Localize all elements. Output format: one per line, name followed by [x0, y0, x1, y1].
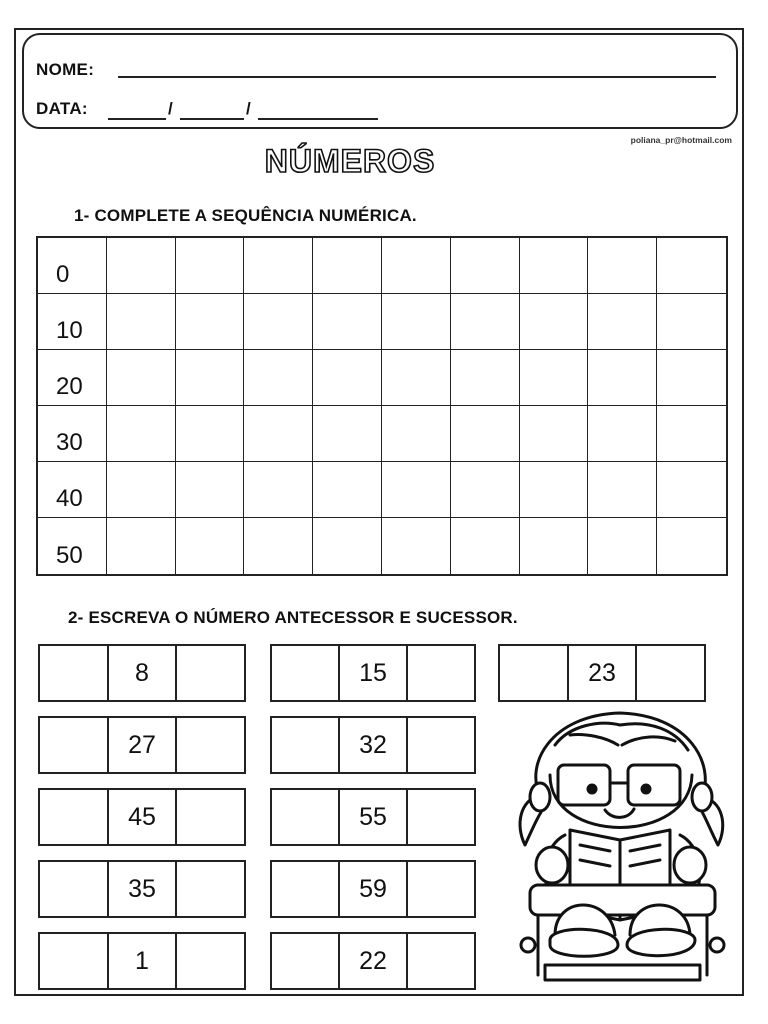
sequence-blank-cell[interactable]: [657, 462, 726, 518]
sequence-blank-cell[interactable]: [176, 238, 245, 294]
given-number: 22: [340, 934, 408, 988]
sequence-blank-cell[interactable]: [588, 406, 657, 462]
predecessor-box[interactable]: [40, 790, 109, 844]
sequence-blank-cell[interactable]: [176, 406, 245, 462]
predecessor-box[interactable]: [272, 862, 340, 916]
sequence-blank-cell[interactable]: [382, 406, 451, 462]
successor-box[interactable]: [177, 934, 244, 988]
given-number: 59: [340, 862, 408, 916]
sequence-blank-cell[interactable]: [313, 406, 382, 462]
sequence-blank-cell[interactable]: [588, 294, 657, 350]
sequence-blank-cell[interactable]: [520, 294, 589, 350]
exercise-1-heading: 1- COMPLETE A SEQUÊNCIA NUMÉRICA.: [74, 206, 417, 225]
successor-box[interactable]: [408, 646, 474, 700]
sequence-start-cell: 0: [38, 238, 107, 294]
page-title: NÚMEROS: [264, 143, 436, 179]
number-triple: [38, 788, 246, 846]
sequence-grid: [36, 236, 728, 576]
sequence-blank-cell[interactable]: [451, 462, 520, 518]
author-email: poliana_pr@hotmail.com: [630, 135, 732, 145]
given-number: 45: [109, 790, 178, 844]
date-label: DATA:: [36, 99, 88, 118]
sequence-blank-cell[interactable]: [244, 518, 313, 574]
sequence-blank-cell[interactable]: [244, 294, 313, 350]
successor-box[interactable]: [637, 646, 704, 700]
number-triple: [270, 932, 476, 990]
sequence-blank-cell[interactable]: [451, 518, 520, 574]
name-field[interactable]: [118, 62, 716, 78]
given-number: 8: [109, 646, 178, 700]
sequence-start-cell: 50: [38, 518, 107, 574]
sequence-blank-cell[interactable]: [313, 350, 382, 406]
sequence-blank-cell[interactable]: [382, 294, 451, 350]
given-number: 32: [340, 718, 408, 772]
successor-box[interactable]: [177, 718, 244, 772]
sequence-blank-cell[interactable]: [588, 518, 657, 574]
sequence-start-cell: 30: [38, 406, 107, 462]
given-number: 35: [109, 862, 178, 916]
sequence-blank-cell[interactable]: [313, 294, 382, 350]
sequence-blank-cell[interactable]: [382, 238, 451, 294]
number-triple: [38, 932, 246, 990]
number-triple: [38, 644, 246, 702]
successor-box[interactable]: [408, 718, 474, 772]
predecessor-box[interactable]: [40, 646, 109, 700]
sequence-start-cell: 10: [38, 294, 107, 350]
sequence-blank-cell[interactable]: [382, 462, 451, 518]
sequence-blank-cell[interactable]: [107, 518, 176, 574]
date-day-field[interactable]: [108, 104, 166, 120]
sequence-blank-cell[interactable]: [313, 238, 382, 294]
sequence-blank-cell[interactable]: [107, 406, 176, 462]
sequence-blank-cell[interactable]: [657, 294, 726, 350]
sequence-blank-cell[interactable]: [313, 518, 382, 574]
sequence-blank-cell[interactable]: [244, 350, 313, 406]
sequence-blank-cell[interactable]: [451, 238, 520, 294]
sequence-blank-cell[interactable]: [588, 462, 657, 518]
sequence-blank-cell[interactable]: [520, 518, 589, 574]
sequence-blank-cell[interactable]: [520, 406, 589, 462]
sequence-blank-cell[interactable]: [244, 462, 313, 518]
sequence-blank-cell[interactable]: [588, 350, 657, 406]
predecessor-box[interactable]: [500, 646, 569, 700]
sequence-blank-cell[interactable]: [176, 350, 245, 406]
given-number: 15: [340, 646, 408, 700]
number-triple: [38, 716, 246, 774]
girl-reading-book-icon: [510, 705, 735, 990]
sequence-start-cell: 20: [38, 350, 107, 406]
sequence-blank-cell[interactable]: [244, 406, 313, 462]
number-triple: [270, 788, 476, 846]
sequence-blank-cell[interactable]: [313, 462, 382, 518]
sequence-blank-cell[interactable]: [107, 350, 176, 406]
successor-box[interactable]: [408, 862, 474, 916]
sequence-blank-cell[interactable]: [520, 238, 589, 294]
successor-box[interactable]: [177, 790, 244, 844]
number-triple: [270, 716, 476, 774]
given-number: 23: [569, 646, 638, 700]
date-separator-2: /: [246, 99, 251, 118]
date-month-field[interactable]: [180, 104, 244, 120]
predecessor-box[interactable]: [40, 934, 109, 988]
sequence-blank-cell[interactable]: [657, 518, 726, 574]
number-triple: [270, 644, 476, 702]
predecessor-box[interactable]: [272, 646, 340, 700]
given-number: 27: [109, 718, 178, 772]
successor-box[interactable]: [408, 934, 474, 988]
sequence-blank-cell[interactable]: [451, 406, 520, 462]
successor-box[interactable]: [177, 862, 244, 916]
sequence-blank-cell[interactable]: [107, 462, 176, 518]
sequence-blank-cell[interactable]: [451, 294, 520, 350]
sequence-blank-cell[interactable]: [657, 350, 726, 406]
predecessor-box[interactable]: [272, 934, 340, 988]
name-label: NOME:: [36, 60, 95, 79]
successor-box[interactable]: [177, 646, 244, 700]
sequence-blank-cell[interactable]: [451, 350, 520, 406]
given-number: 55: [340, 790, 408, 844]
date-separator-1: /: [168, 99, 173, 118]
sequence-blank-cell[interactable]: [107, 238, 176, 294]
sequence-blank-cell[interactable]: [176, 294, 245, 350]
number-triple: [270, 860, 476, 918]
date-year-field[interactable]: [258, 104, 378, 120]
sequence-blank-cell[interactable]: [244, 238, 313, 294]
sequence-blank-cell[interactable]: [657, 406, 726, 462]
exercise-2-heading: 2- ESCREVA O NÚMERO ANTECESSOR E SUCESSOR.: [68, 608, 518, 627]
given-number: 1: [109, 934, 178, 988]
sequence-start-cell: 40: [38, 462, 107, 518]
predecessor-box[interactable]: [40, 862, 109, 916]
sequence-blank-cell[interactable]: [520, 462, 589, 518]
predecessor-box[interactable]: [272, 790, 340, 844]
number-triple: [38, 860, 246, 918]
sequence-blank-cell[interactable]: [657, 238, 726, 294]
number-triple: [498, 644, 706, 702]
sequence-blank-cell[interactable]: [107, 294, 176, 350]
sequence-blank-cell[interactable]: [520, 350, 589, 406]
predecessor-box[interactable]: [272, 718, 340, 772]
sequence-blank-cell[interactable]: [382, 518, 451, 574]
sequence-blank-cell[interactable]: [588, 238, 657, 294]
sequence-blank-cell[interactable]: [176, 462, 245, 518]
sequence-blank-cell[interactable]: [382, 350, 451, 406]
successor-box[interactable]: [408, 790, 474, 844]
predecessor-box[interactable]: [40, 718, 109, 772]
sequence-blank-cell[interactable]: [176, 518, 245, 574]
